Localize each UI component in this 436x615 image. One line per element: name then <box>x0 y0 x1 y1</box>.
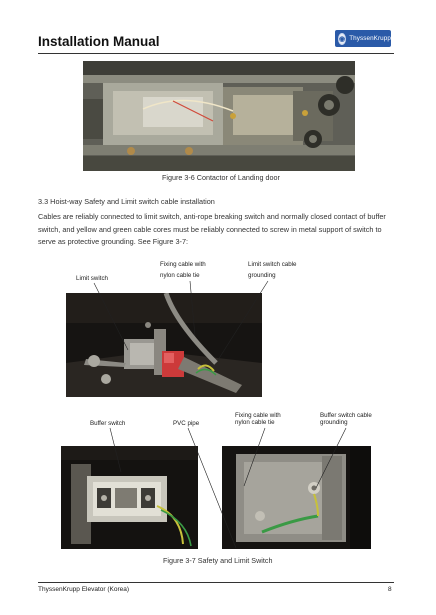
buffer-switch-photo <box>61 446 198 549</box>
figure-3-7-caption: Figure 3-7 Safety and Limit Switch <box>163 556 273 565</box>
footer-company: ThyssenKrupp Elevator (Korea) <box>38 586 130 593</box>
limit-switch-photo <box>66 293 262 397</box>
figure-3-6-caption: Figure 3-6 Contactor of Landing door <box>162 173 280 182</box>
label-pvc-pipe: PVC pipe <box>173 420 200 427</box>
page-number: 8 <box>388 586 392 593</box>
page-title: Installation Manual <box>38 34 160 49</box>
footer-rule <box>38 582 394 583</box>
logo-seal-icon: ◉ <box>338 33 346 45</box>
buffer-grounding-photo <box>222 446 371 549</box>
label-buffer-switch-grounding: Buffer switch cable grounding <box>320 412 372 426</box>
label-buffer-switch: Buffer switch <box>90 420 126 427</box>
label-limit-switch: Limit switch <box>76 275 108 282</box>
label-fixing-cable-bottom: Fixing cable with nylon cable tie <box>235 412 281 426</box>
section-paragraph: Cables are reliably connected to limit switch, anti-rope breaking switch and normally closed contact of buffer switch, and yellow and green cable cores must be reliably connected to screw in metal support of switch to serve as protective grounding. See Figure 3-7: <box>38 212 386 246</box>
label-limit-switch-grounding: Limit switch cable grounding <box>248 261 297 279</box>
label-fixing-cable-top: Fixing cable with nylon cable tie <box>160 261 206 279</box>
section-heading: 3.3 Hoist-way Safety and Limit switch cable installation <box>38 197 215 206</box>
logo-text: ThyssenKrupp <box>349 35 391 42</box>
landing-door-contactor-photo <box>83 61 355 171</box>
header-rule <box>38 53 394 54</box>
company-logo <box>335 30 391 47</box>
